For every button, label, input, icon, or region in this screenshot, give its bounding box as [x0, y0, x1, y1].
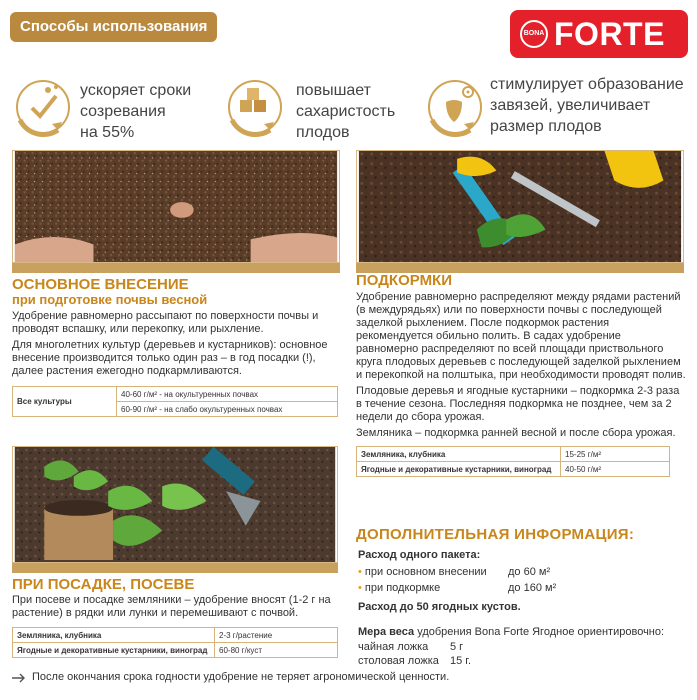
main-paragraph-1: Удобрение равномерно рассыпают по поверхности почвы и проводят вспашку, или перекопку, или рыхление.: [12, 310, 319, 335]
feature-3-line-3: размер плодов: [490, 118, 602, 135]
garden-tool-photo: [356, 150, 684, 263]
package-row-label: при подкормке: [364, 582, 441, 594]
seedlings-photo: [12, 446, 338, 563]
section-tab: Способы использования: [10, 12, 217, 42]
planting-table-value: 2-3 г/растение: [215, 628, 338, 643]
planting-table-label: Ягодные и декоративные кустарники, виноград: [13, 643, 215, 658]
planting-table-label: Земляника, клубника: [13, 628, 215, 643]
spoon-label: столовая ложка: [358, 655, 439, 667]
footer-note: После окончания срока годности удобрение не теряет агрономической ценности.: [32, 671, 450, 683]
planting-paragraph: При посеве и посадке земляники – удобрение вносят (1-2 г на растение) в рядки или лунки и перемешивают с почвой.: [12, 594, 331, 619]
main-subtitle: при подготовке почвы весной: [12, 292, 208, 307]
planting-dose-table: [12, 627, 338, 658]
feeding-dose-table: [356, 446, 670, 477]
measure-text: удобрения Bona Forte Ягодное ориентировочно:: [414, 626, 665, 638]
measure-line: [358, 625, 664, 640]
main-table-row: 60-90 г/м² - на слабо окультуренных почвах: [117, 402, 338, 417]
arrow-right-icon: [12, 673, 26, 683]
package-row: [358, 581, 440, 596]
feeding-table-label: Земляника, клубника: [357, 447, 561, 462]
photo-1-bar: [12, 263, 340, 273]
feature-1-line-3: на 55%: [80, 124, 135, 141]
package-row: [358, 565, 487, 580]
package-heading: Расход одного пакета:: [358, 549, 481, 561]
clock-leaf-icon: [12, 76, 74, 138]
feeding-paragraph-2: Плодовые деревья и ягодные кустарники – подкормка 2-3 раза в течение сезона. Последняя подкормка не позднее, чем за 2 недели до сбора урожая.: [356, 385, 680, 423]
package-row-value: до 160 м²: [508, 582, 557, 594]
spoon-value: 15 г.: [450, 655, 472, 667]
feature-2-line-1: повышает: [296, 82, 371, 99]
feature-3-line-1: стимулирует образование: [490, 76, 684, 93]
main-paragraph-2: Для многолетних культур (деревьев и кустарников): основное внесение производится только один раз – в год посадки (!), далее растения ежегодно подкармливаются.: [12, 339, 328, 377]
measure-heading: Мера веса: [358, 626, 415, 638]
feeding-table-value: 15-25 г/м²: [561, 447, 670, 462]
feature-1-line-1: ускоряет сроки: [80, 82, 192, 99]
brand-logo: [510, 10, 688, 58]
feeding-paragraph-3: Земляника – подкормка ранней весной и после сбора урожая.: [356, 427, 676, 439]
photo-3-bar: [12, 563, 338, 573]
main-title: ОСНОВНОЕ ВНЕСЕНИЕ: [12, 276, 189, 293]
bullet-icon: •: [358, 566, 362, 578]
feeding-title: ПОДКОРМКИ: [356, 272, 452, 289]
bushes-note: Расход до 50 ягодных кустов.: [358, 601, 521, 613]
feature-1-line-2: созревания: [80, 103, 166, 120]
main-table-row: 40-60 г/м² - на окультуренных почвах: [117, 387, 338, 402]
feature-3-line-2: завязей, увеличивает: [490, 97, 651, 114]
spoon-value: 5 г: [450, 641, 464, 653]
package-row-label: при основном внесении: [364, 566, 487, 578]
bullet-icon: •: [358, 582, 362, 594]
planting-title: ПРИ ПОСАДКЕ, ПОСЕВЕ: [12, 576, 195, 593]
planting-table-value: 60-80 г/куст: [215, 643, 338, 658]
strawberry-flower-icon: [424, 76, 486, 138]
bona-logo-mark: BONA: [520, 20, 548, 48]
sugar-cubes-icon: [224, 76, 286, 138]
package-row-value: до 60 м²: [508, 566, 551, 578]
feature-2-line-3: плодов: [296, 124, 350, 141]
info-title: ДОПОЛНИТЕЛЬНАЯ ИНФОРМАЦИЯ:: [356, 526, 635, 543]
feature-2-line-2: сахаристость: [296, 103, 396, 120]
feeding-table-value: 40-50 г/м²: [561, 462, 670, 477]
feeding-table-label: Ягодные и декоративные кустарники, виноград: [357, 462, 561, 477]
forte-logo-text: FORTE: [554, 16, 665, 52]
spoon-label: чайная ложка: [358, 641, 429, 653]
soil-hands-photo: [12, 150, 340, 263]
feeding-paragraph-1: Удобрение равномерно распределяют между рядами растений (в междурядьях) или по поверхности почвы с последующей заделкой рыхлением. После подкормок растения рекомендуется обильно полить. В садах удобрение равномерно распределяют по всей площади приствольного круга плодовых деревьев с последующей заделкой рыхлением и перекопкой на полштыка, при необходимости проводят полив.: [356, 291, 686, 381]
main-table-label: Все культуры: [13, 387, 117, 417]
main-dose-table: [12, 386, 338, 417]
